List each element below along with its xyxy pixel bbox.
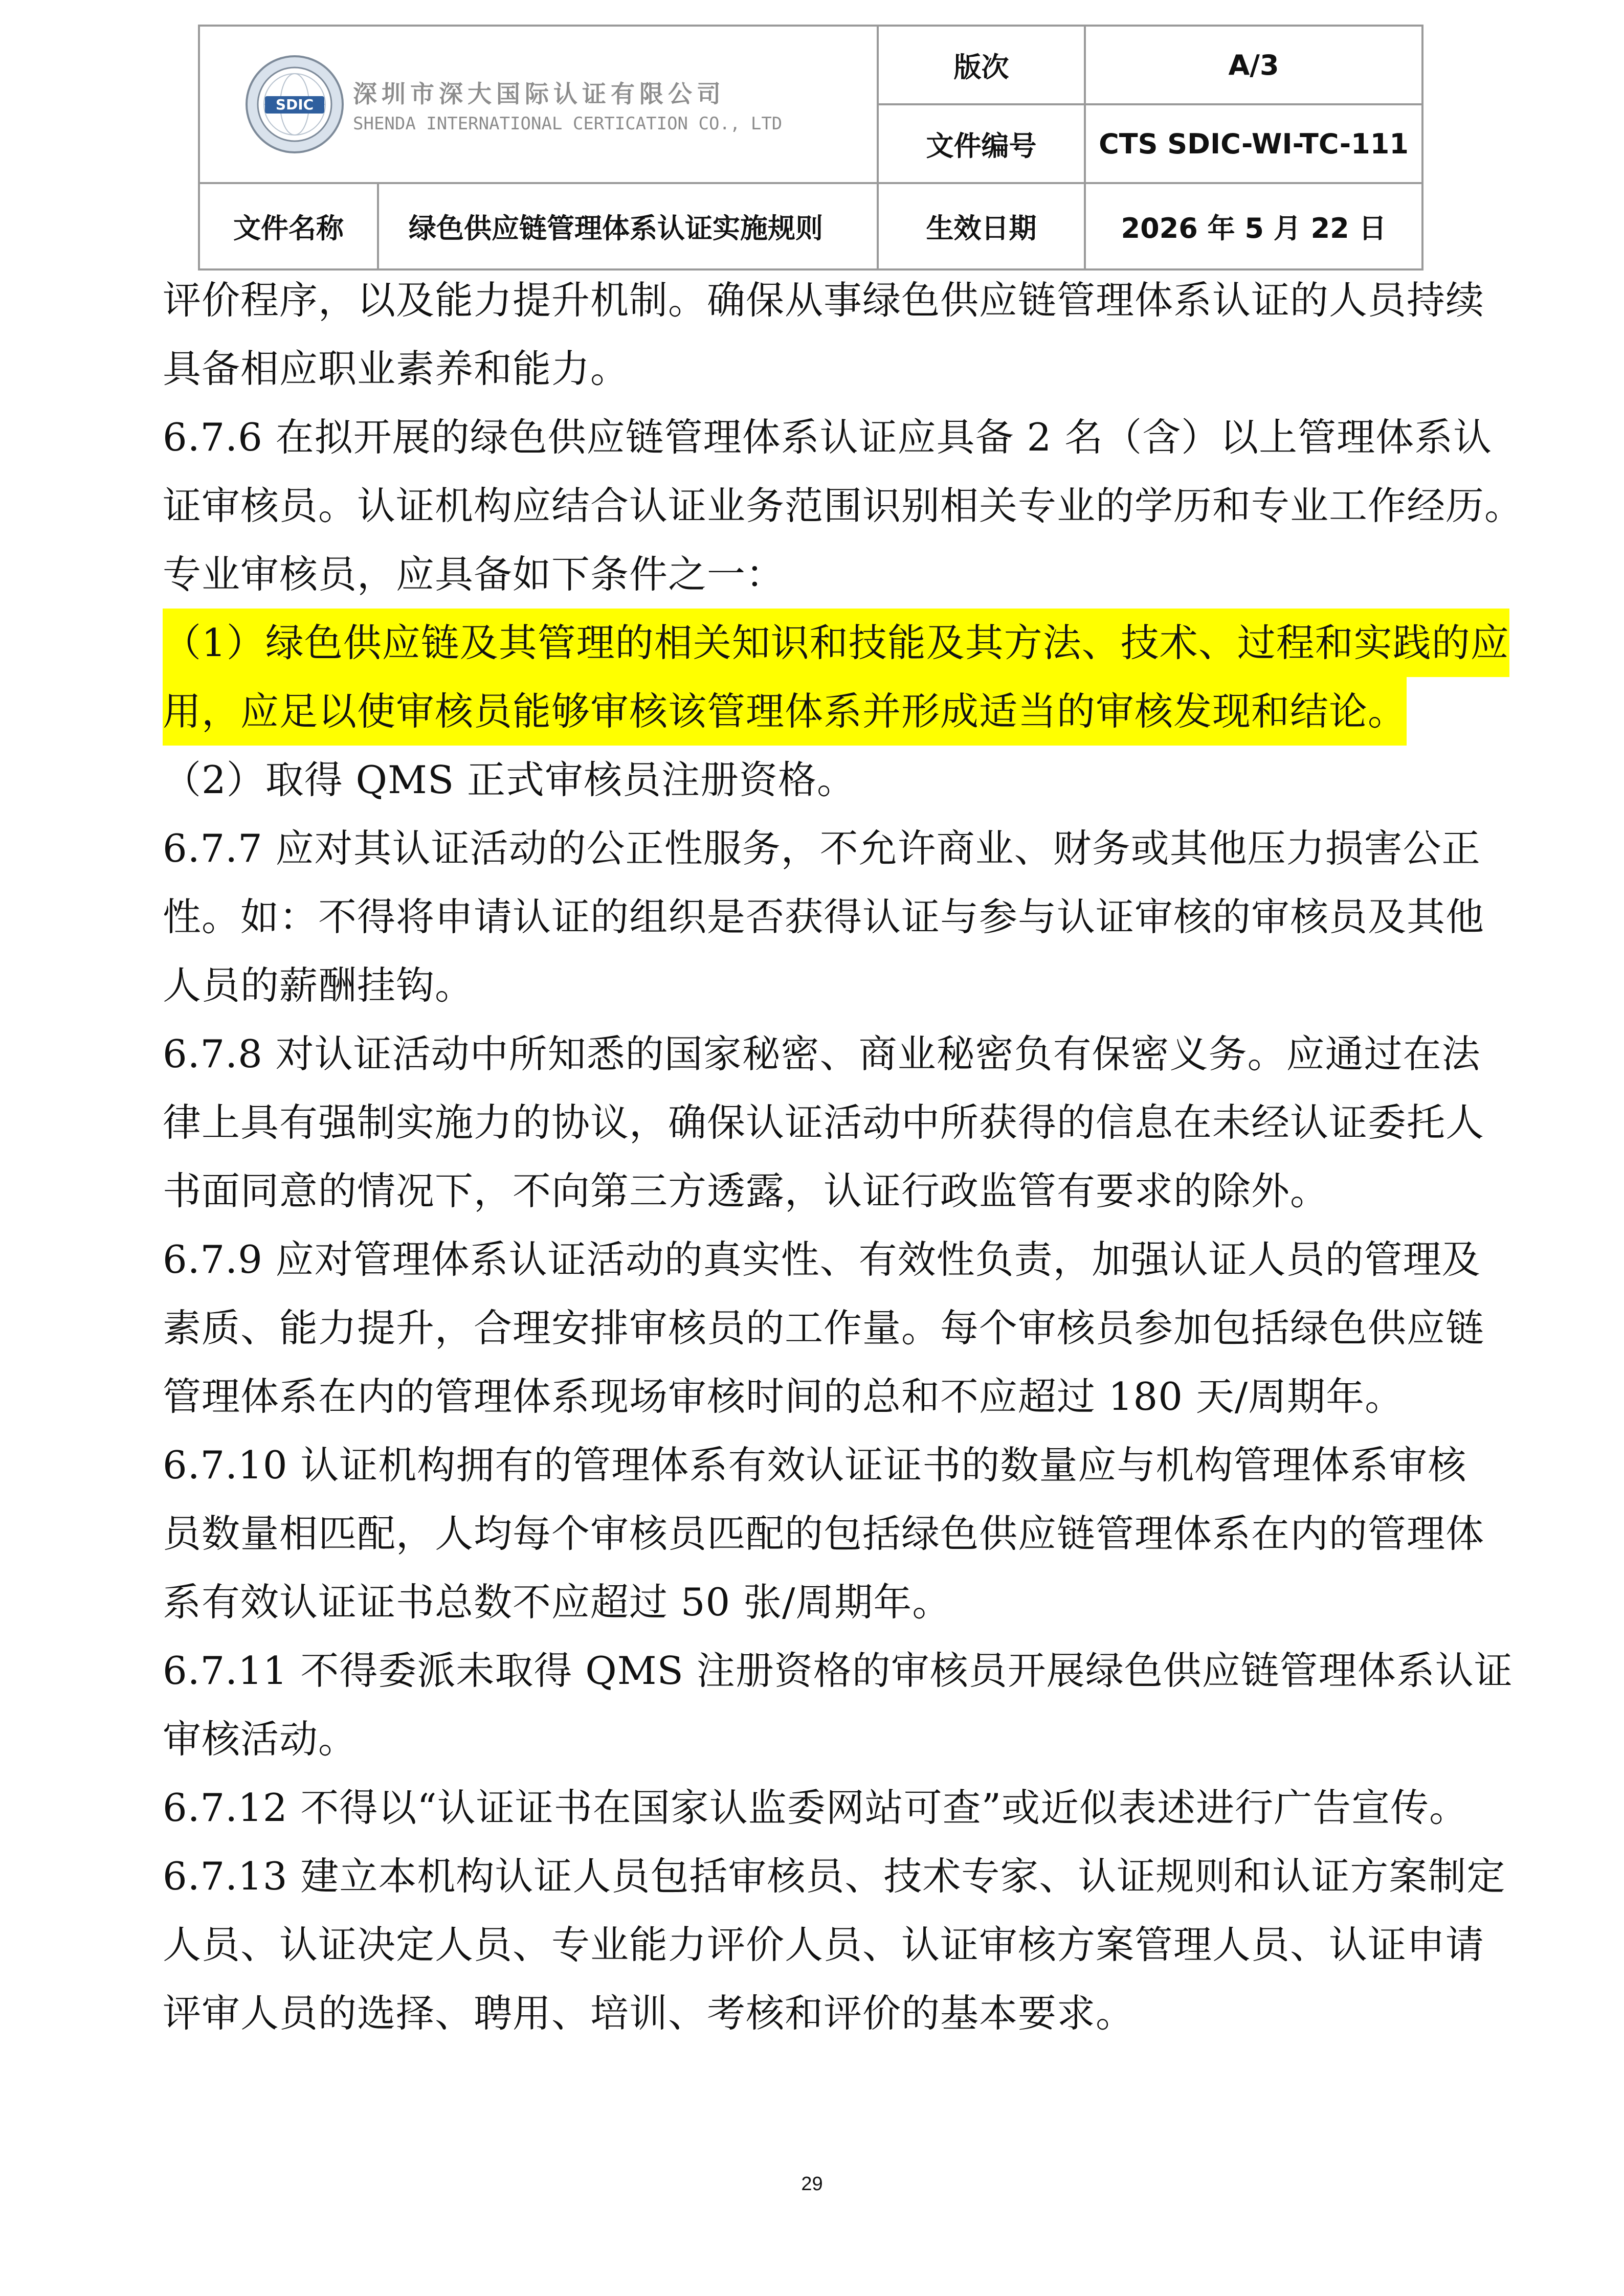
doc-number-label: 文件编号 xyxy=(878,104,1085,183)
text-line: 系有效认证证书总数不应超过 50 张/周期年。 xyxy=(163,1580,951,1625)
clause-6-7-8: 6.7.8 对认证活动中所知悉的国家秘密、商业秘密负有保密义务。应通过在法 xyxy=(163,1031,1481,1076)
company-name-en: SHENDA INTERNATIONAL CERTICATION CO., LTD xyxy=(353,113,783,134)
text-line: 专业审核员，应具备如下条件之一： xyxy=(163,552,785,597)
text-line: 审核活动。 xyxy=(163,1717,358,1762)
clause-6-7-13: 6.7.13 建立本机构认证人员包括审核员、技术专家、认证规则和认证方案制定 xyxy=(163,1854,1506,1899)
text-line: 书面同意的情况下，不向第三方透露，认证行政监管有要求的除外。 xyxy=(163,1168,1329,1213)
doc-name-value: 绿色供应链管理体系认证实施规则 xyxy=(378,183,878,269)
version-label: 版次 xyxy=(878,26,1085,104)
clause-6-7-9: 6.7.9 应对管理体系认证活动的真实性、有效性负责，加强认证人员的管理及 xyxy=(163,1237,1481,1282)
effective-date-value: 2026 年 5 月 22 日 xyxy=(1085,183,1422,269)
text-line: 具备相应职业素养和能力。 xyxy=(163,346,630,391)
clause-6-7-11: 6.7.11 不得委派未取得 QMS 注册资格的审核员开展绿色供应链管理体系认证 xyxy=(163,1648,1513,1693)
svg-text:SDIC: SDIC xyxy=(275,96,314,113)
document-body xyxy=(163,266,1524,2047)
company-logo xyxy=(200,53,877,155)
clause-6-7-12: 6.7.12 不得以“认证证书在国家认监委网站可查”或近似表述进行广告宣传。 xyxy=(163,1785,1469,1830)
text-line: （2）取得 QMS 正式审核员注册资格。 xyxy=(163,757,856,802)
clause-6-7-10: 6.7.10 认证机构拥有的管理体系有效认证证书的数量应与机构管理体系审核 xyxy=(163,1443,1467,1488)
highlight-mark: 用，应足以使审核员能够审核该管理体系并形成适当的审核发现和结论。 xyxy=(163,677,1407,746)
highlighted-line xyxy=(163,609,1509,677)
text-line: 律上具有强制实施力的协议，确保认证活动中所获得的信息在未经认证委托人 xyxy=(163,1100,1485,1145)
clause-6-7-6: 6.7.6 在拟开展的绿色供应链管理体系认证应具备 2 名（含）以上管理体系认 xyxy=(163,415,1493,460)
company-logo-cell xyxy=(199,26,878,183)
effective-date-label: 生效日期 xyxy=(878,183,1085,269)
version-value: A/3 xyxy=(1085,26,1422,104)
text-line: 员数量相匹配，人均每个审核员匹配的包括绿色供应链管理体系在内的管理体 xyxy=(163,1511,1485,1556)
text-line: 人员、认证决定人员、专业能力评价人员、认证审核方案管理人员、认证申请 xyxy=(163,1922,1485,1967)
company-seal-icon xyxy=(243,53,346,155)
page-number: 29 xyxy=(801,2173,823,2195)
doc-number-value: CTS SDIC-WI-TC-111 xyxy=(1085,104,1422,183)
doc-name-label: 文件名称 xyxy=(199,183,378,269)
text-line: 性。如：不得将申请认证的组织是否获得认证与参与认证审核的审核员及其他 xyxy=(163,894,1485,939)
clause-6-7-7: 6.7.7 应对其认证活动的公正性服务，不允许商业、财务或其他压力损害公正 xyxy=(163,826,1481,871)
document-header-table xyxy=(198,25,1423,271)
company-name-cn: 深圳市深大国际认证有限公司 xyxy=(353,80,725,108)
text-line: 评审人员的选择、聘用、培训、考核和评价的基本要求。 xyxy=(163,1991,1135,2036)
highlighted-line xyxy=(163,677,1472,746)
text-line: 素质、能力提升，合理安排审核员的工作量。每个审核员参加包括绿色供应链 xyxy=(163,1305,1485,1350)
text-line: 评价程序，以及能力提升机制。确保从事绿色供应链管理体系认证的人员持续 xyxy=(163,278,1485,323)
text-line: 管理体系在内的管理体系现场审核时间的总和不应超过 180 天/周期年。 xyxy=(163,1374,1404,1419)
text-line: 证审核员。认证机构应结合认证业务范围识别相关专业的学历和专业工作经历。 xyxy=(163,483,1524,528)
highlight-mark: （1）绿色供应链及其管理的相关知识和技能及其方法、技术、过程和实践的应 xyxy=(163,609,1509,677)
text-line: 人员的薪酬挂钩。 xyxy=(163,963,474,1008)
